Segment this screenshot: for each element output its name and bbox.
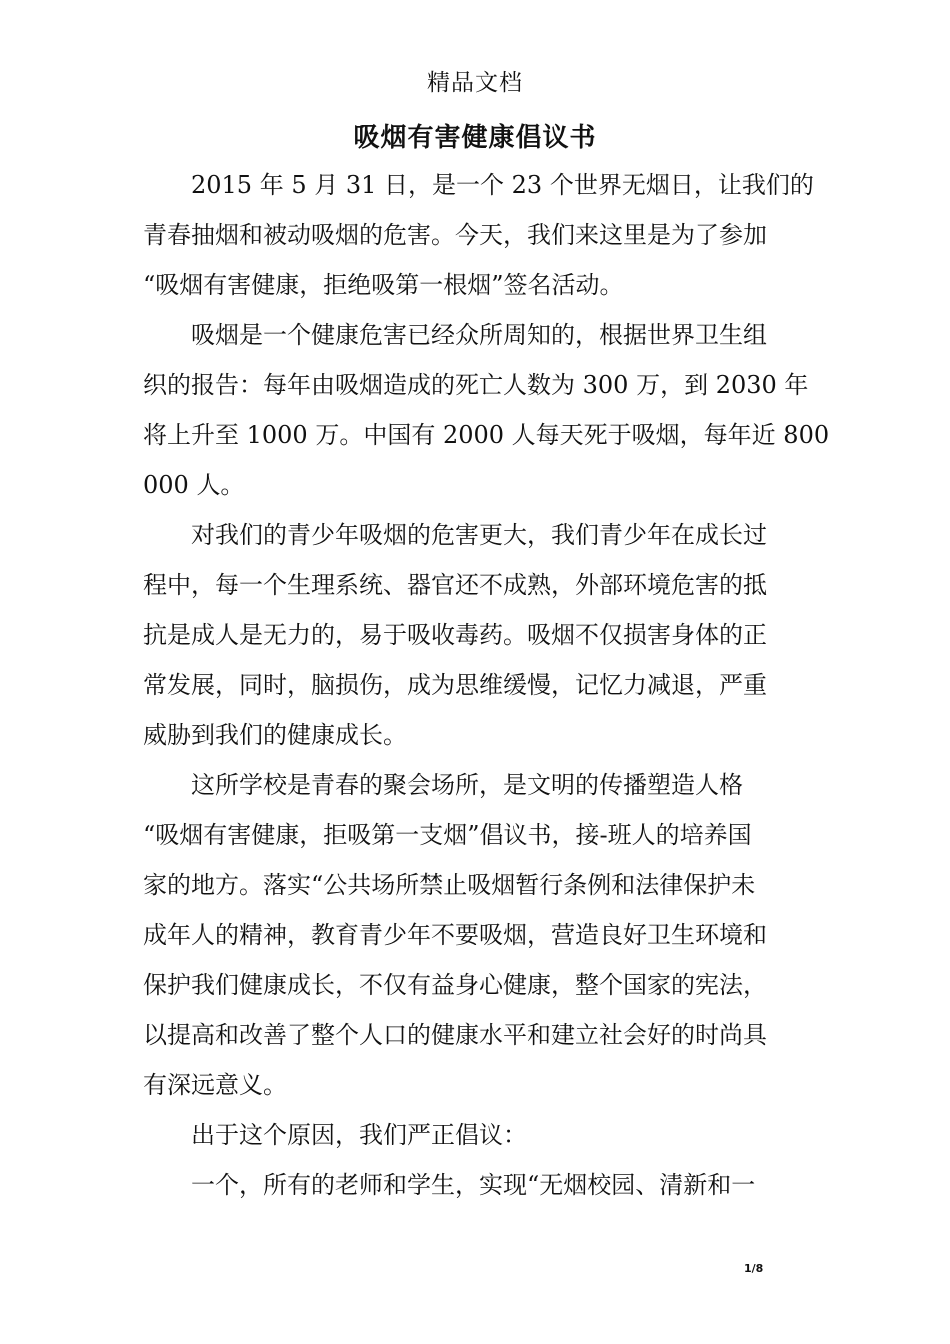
body-line: 常发展，同时，脑损伤，成为思维缓慢，记忆力减退，严重 bbox=[143, 671, 767, 699]
body-line: 保护我们健康成长，不仅有益身心健康，整个国家的宪法， bbox=[143, 971, 767, 999]
page-number: 1/8 bbox=[744, 1262, 764, 1275]
body-line: 吸烟是一个健康危害已经众所周知的，根据世界卫生组 bbox=[143, 321, 767, 349]
body-line: 抗是成人是无力的，易于吸收毒药。吸烟不仅损害身体的正 bbox=[143, 621, 767, 649]
body-line: 以提高和改善了整个人口的健康水平和建立社会好的时尚具 bbox=[143, 1021, 767, 1049]
header-label: 精品文档 bbox=[427, 70, 523, 96]
document-body bbox=[143, 160, 830, 1210]
body-line: 000 人。 bbox=[143, 471, 245, 499]
body-line: 出于这个原因，我们严正倡议： bbox=[143, 1121, 527, 1149]
body-line: “吸烟有害健康，拒绝吸第一根烟”签名活动。 bbox=[143, 271, 624, 299]
body-line: 将上升至 1000 万。中国有 2000 人每天死于吸烟，每年近 800 bbox=[143, 421, 830, 449]
body-line: 成年人的精神，教育青少年不要吸烟，营造良好卫生环境和 bbox=[143, 921, 767, 949]
body-line: 程中，每一个生理系统、器官还不成熟，外部环境危害的抵 bbox=[143, 571, 767, 599]
body-line: 这所学校是青春的聚会场所，是文明的传播塑造人格 bbox=[143, 771, 743, 799]
body-line: 一个，所有的老师和学生，实现“无烟校园、清新和一 bbox=[143, 1171, 756, 1199]
body-line: 织的报告：每年由吸烟造成的死亡人数为 300 万，到 2030 年 bbox=[143, 371, 809, 399]
body-line: 有深远意义。 bbox=[143, 1071, 287, 1099]
body-line: 对我们的青少年吸烟的危害更大，我们青少年在成长过 bbox=[143, 521, 767, 549]
document-title: 吸烟有害健康倡议书 bbox=[353, 123, 597, 153]
body-line: “吸烟有害健康，拒吸第一支烟”倡议书，接-班人的培养国 bbox=[143, 821, 752, 849]
body-line: 威胁到我们的健康成长。 bbox=[143, 721, 407, 749]
body-line: 2015 年 5 月 31 日，是一个 23 个世界无烟日，让我们的 bbox=[143, 171, 814, 199]
body-line: 家的地方。落实“公共场所禁止吸烟暂行条例和法律保护未 bbox=[143, 871, 756, 899]
body-line: 青春抽烟和被动吸烟的危害。今天，我们来这里是为了参加 bbox=[143, 221, 767, 249]
